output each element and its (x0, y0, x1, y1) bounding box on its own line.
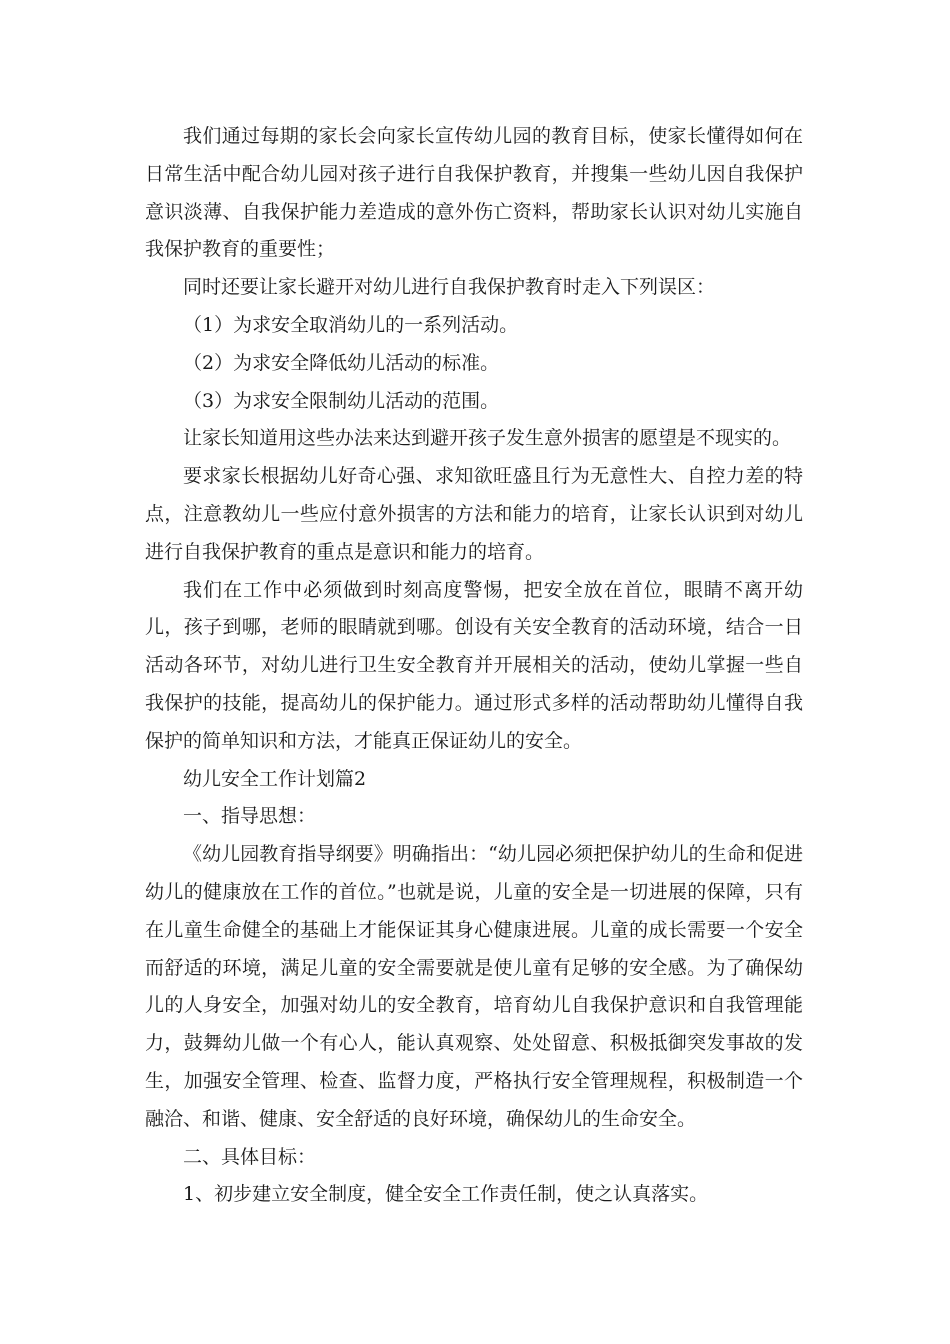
heading-guiding-ideology: 一、指导思想： (183, 805, 317, 828)
document-body (145, 118, 803, 1214)
list-item-misconception-3: （3）为求安全限制幼儿活动的范围。 (183, 389, 500, 412)
paragraph-parent-education: 我们通过每期的家长会向家长宣传幼儿园的教育目标，使家长懂得如何在日常生活中配合幼儿园对孩子进行自我保护教育，并搜集一些幼儿因自我保护意识淡薄、自我保护能力差造成的意外伤亡资料，帮助家长认识对幼儿实施自我保护教育的重要性； (145, 125, 803, 261)
paragraph-vigilance: 我们在工作中必须做到时刻高度警惕，把安全放在首位，眼睛不离开幼儿，孩子到哪，老师的眼睛就到哪。创设有关安全教育的活动环境，结合一日活动各环节，对幼儿进行卫生安全教育并开展相关的活动，使幼儿掌握一些自我保护的技能，提高幼儿的保护能力。通过形式多样的活动帮助幼儿懂得自我保护的简单知识和方法，才能真正保证幼儿的安全。 (145, 578, 803, 752)
paragraph-avoid-misconceptions: 同时还要让家长避开对幼儿进行自我保护教育时走入下列误区： (183, 276, 716, 299)
section-title-plan-2: 幼儿安全工作计划篇2 (183, 767, 367, 790)
paragraph-guidelines: 《幼儿园教育指导纲要》明确指出：“幼儿园必须把保护幼儿的生命和促进幼儿的健康放在工作的首位。”也就是说，儿童的安全是一切进展的保障，只有在儿童生命健全的基础上才能保证其身心健康进展。儿童的成长需要一个安全而舒适的环境，满足儿童的安全需要就是使儿童有足够的安全感。为了确保幼儿的人身安全，加强对幼儿的安全教育，培育幼儿自我保护意识和自我管理能力，鼓舞幼儿做一个有心人，能认真观察、处处留意、积极抵御突发事故的发生，加强安全管理、检查、监督力度，严格执行安全管理规程，积极制造一个融洽、和谐、健康、安全舒适的良好环境，确保幼儿的生命安全。 (145, 843, 803, 1130)
paragraph-unrealistic: 让家长知道用这些办法来达到避开孩子发生意外损害的愿望是不现实的。 (183, 427, 792, 450)
heading-specific-goals: 二、具体目标： (183, 1145, 317, 1168)
list-item-misconception-2: （2）为求安全降低幼儿活动的标准。 (183, 351, 500, 374)
list-item-goal-1: 1、初步建立安全制度，健全安全工作责任制，使之认真落实。 (183, 1183, 709, 1206)
list-item-misconception-1: （1）为求安全取消幼儿的一系列活动。 (183, 313, 519, 336)
paragraph-curiosity: 要求家长根据幼儿好奇心强、求知欲旺盛且行为无意性大、自控力差的特点，注意教幼儿一些应付意外损害的方法和能力的培育，让家长认识到对幼儿进行自我保护教育的重点是意识和能力的培育。 (145, 465, 803, 563)
